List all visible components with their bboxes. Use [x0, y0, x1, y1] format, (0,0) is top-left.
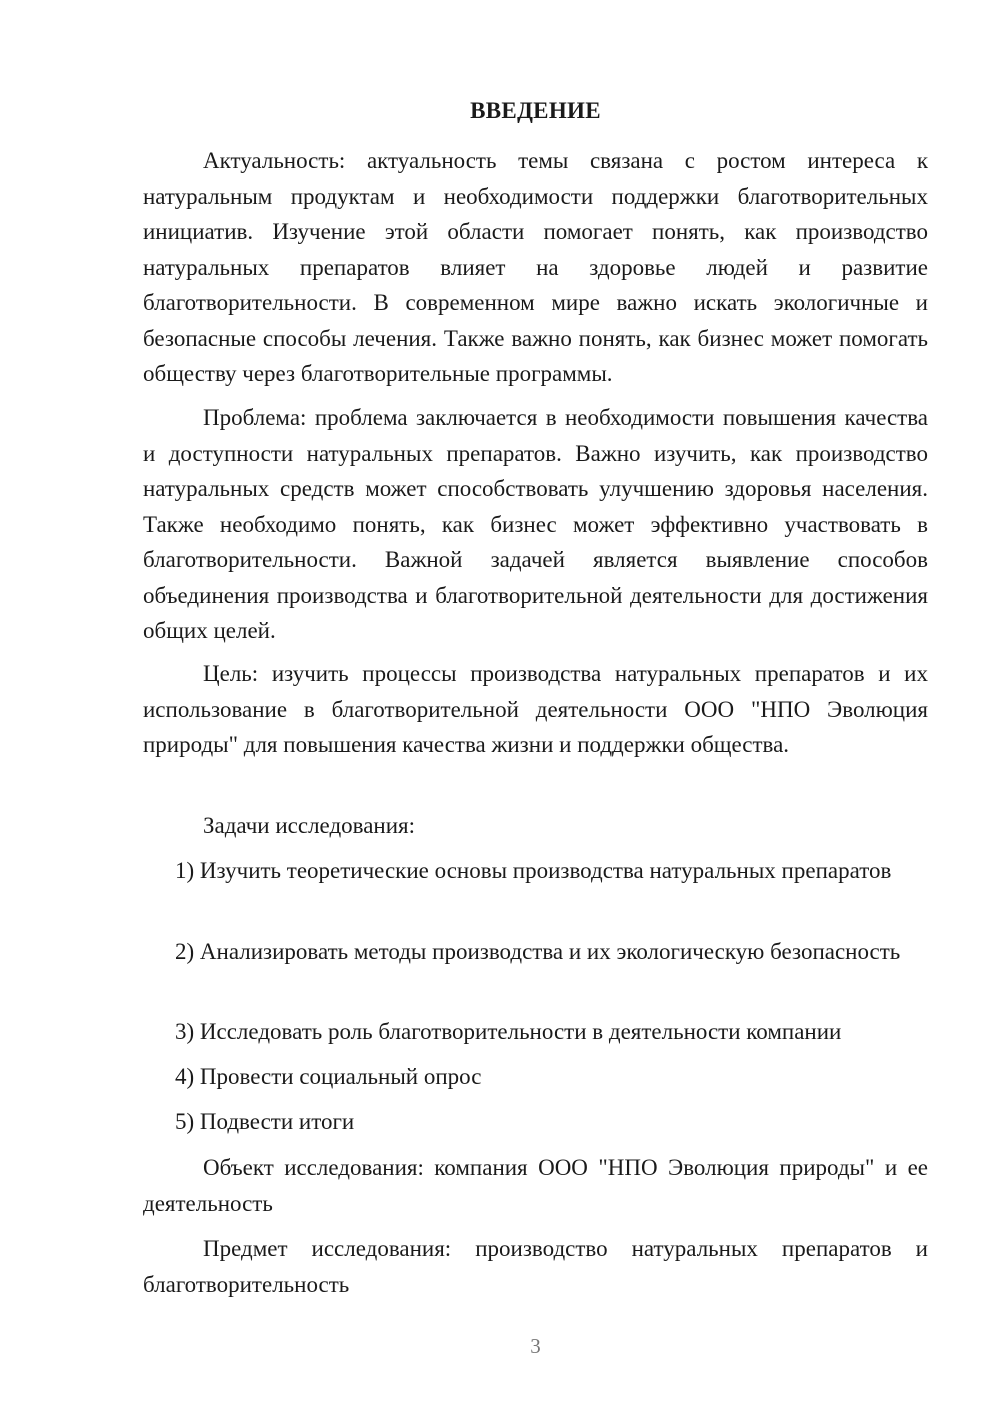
task-item-2: 2) Анализировать методы производства и их экологическую безопасность	[175, 939, 901, 964]
page-title: ВВЕДЕНИЕ	[470, 98, 601, 123]
goal-paragraph: Цель: изучить процессы производства натуральных препаратов и их использование в благотворительной деятельности ООО "НПО Эволюция природы" для повышения качества жизни и поддержки общества.	[143, 661, 928, 757]
problem-paragraph: Проблема: проблема заключается в необходимости повышения качества и доступности натуральных препаратов. Важно изучить, как производство натуральных средств может способствовать улучшению здоровья населения. Также необходимо понять, как бизнес может эффективно участвовать в благотворительности. Важной задачей является выявление способов объединения производства и благотворительной деятельности для достижения общих целей.	[143, 405, 928, 643]
document-page	[143, 0, 928, 1414]
research-object-paragraph: Объект исследования: компания ООО "НПО Эволюция природы" и ее деятельность	[143, 1155, 928, 1216]
task-item-1: 1) Изучить теоретические основы производства натуральных препаратов	[175, 858, 892, 883]
research-subject-paragraph: Предмет исследования: производство натуральных препаратов и благотворительность	[143, 1236, 928, 1297]
task-item-3: 3) Исследовать роль благотворительности в деятельности компании	[175, 1019, 842, 1044]
tasks-heading: Задачи исследования:	[203, 813, 416, 838]
page-number: 3	[530, 1334, 541, 1358]
task-item-4: 4) Провести социальный опрос	[175, 1064, 482, 1089]
task-item-5: 5) Подвести итоги	[175, 1109, 355, 1134]
relevance-paragraph: Актуальность: актуальность темы связана с ростом интереса к натуральным продуктам и необходимости поддержки благотворительных инициатив. Изучение этой области помогает понять, как производство натуральных препаратов влияет на здоровье людей и развитие благотворительности. В современном мире важно искать экологичные и безопасные способы лечения. Также важно понять, как бизнес может помогать обществу через благотворительные программы.	[143, 148, 928, 386]
